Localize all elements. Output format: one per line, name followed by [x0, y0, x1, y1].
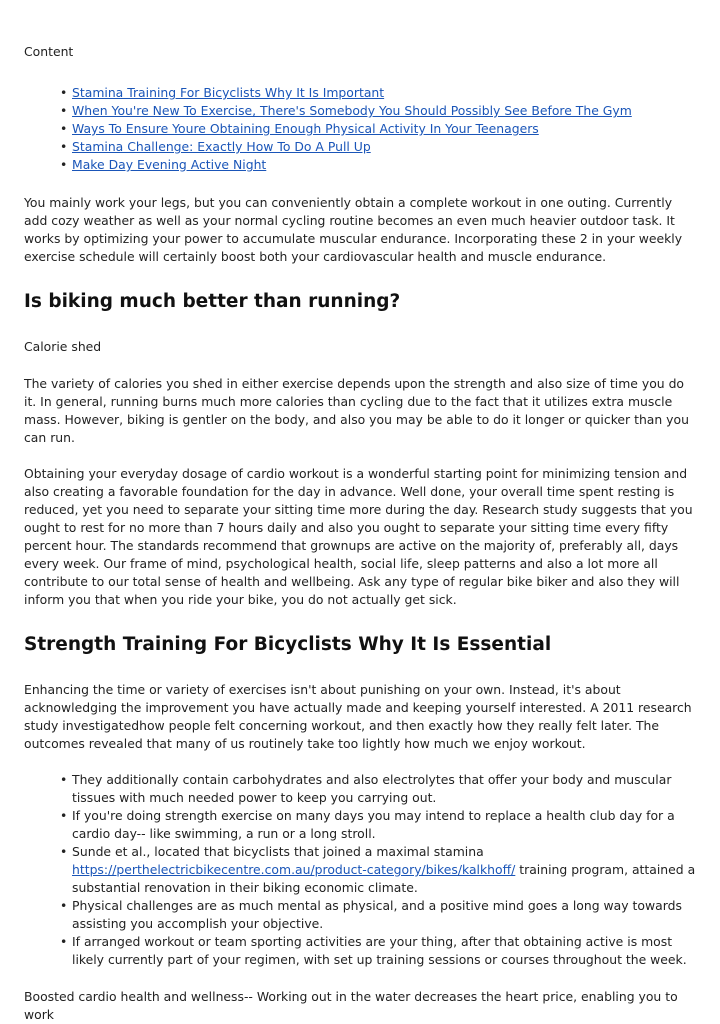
list-item	[72, 843, 696, 897]
section-heading-strength-training: Strength Training For Bicyclists Why It Is Essential	[24, 634, 552, 655]
bullet-list	[24, 771, 696, 969]
toc-link-pull-up[interactable]: Stamina Challenge: Exactly How To Do A Pull Up	[72, 139, 371, 154]
toc-link-new-to-exercise[interactable]: When You're New To Exercise, There's Somebody You Should Possibly See Before The Gym	[72, 103, 632, 118]
toc-item	[72, 84, 696, 102]
list-item-text: training program, attained a substantial renovation in their biking economic climate.	[72, 862, 696, 895]
toc-item	[72, 120, 696, 138]
toc-link-active-night[interactable]: Make Day Evening Active Night	[72, 157, 267, 172]
section-heading-biking-vs-running: Is biking much better than running?	[24, 291, 401, 312]
intro-paragraph: You mainly work your legs, but you can conveniently obtain a complete workout in one outing. Currently add cozy weather as well as your normal cycling routine becomes an even much heavier outdoor task. It works by optimizing your power to accumulate muscular endurance. Incorporating these 2 in your weekly exercise schedule will certainly boost both your cardiovascular health and muscle endurance.	[24, 195, 683, 264]
kalkhoff-link[interactable]: https://perthelectricbikecentre.com.au/product-category/bikes/kalkhoff/	[72, 862, 516, 877]
paragraph-cardio-health: Boosted cardio health and wellness-- Working out in the water decreases the heart price, enabling you to work	[24, 989, 678, 1022]
paragraph-calories: The variety of calories you shed in either exercise depends upon the strength and also size of time you do it. In general, running burns much more calories than cycling due to the fact that it utilizes extra muscle mass. However, biking is gentler on the body, and also you may be able to do it longer or quicker than you can run.	[24, 376, 689, 445]
content-label: Content	[24, 44, 74, 59]
toc-item	[72, 102, 696, 120]
toc-link-stamina-training[interactable]: Stamina Training For Bicyclists Why It Is Important	[72, 85, 385, 100]
paragraph-exercise-variety: Enhancing the time or variety of exercises isn't about punishing on your own. Instead, it's about acknowledging the improvement you have actually made and keeping yourself interested. A 2011 research study investigatedhow people felt concerning workout, and then exactly how they really felt later. The outcomes revealed that many of us routinely take too lightly how much we enjoy workout.	[24, 682, 692, 751]
list-item: • If arranged workout or team sporting activities are your thing, after that obtaining active is most likely currently part of your regimen, with set up training sessions or courses throughout the week.	[72, 933, 696, 969]
paragraph-cardio: Obtaining your everyday dosage of cardio workout is a wonderful starting point for minimizing tension and also creating a favorable foundation for the day in advance. Well done, your overall time spent resting is reduced, yet you need to separate your sitting time more during the day. Research study suggests that you ought to rest for no more than 7 hours daily and also you ought to separate your sitting time every fifty percent hour. The standards recommend that grownups are active on the majority of, preferably all, days every week. Our frame of mind, psychological health, social life, sleep patterns and also a lot more all contribute to our total sense of health and wellbeing. Ask any type of regular bike biker and also they will inform you that when you ride your bike, you do not actually get sick.	[24, 466, 693, 607]
toc-item	[72, 156, 696, 174]
table-of-contents	[24, 84, 696, 174]
list-item: • Physical challenges are as much mental as physical, and a positive mind goes a long way towards assisting you accomplish your objective.	[72, 897, 696, 933]
subheading-calorie-shed: Calorie shed	[24, 339, 102, 354]
list-item: • They additionally contain carbohydrates and also electrolytes that offer your body and muscular tissues with much needed power to keep you carrying out.	[72, 771, 696, 807]
list-item-text: Sunde et al., located that bicyclists that joined a maximal stamina	[72, 844, 484, 859]
toc-item	[72, 138, 696, 156]
list-item: • If you're doing strength exercise on many days you may intend to replace a health club day for a cardio day-- like swimming, a run or a long stroll.	[72, 807, 696, 843]
toc-link-teenagers[interactable]: Ways To Ensure Youre Obtaining Enough Physical Activity In Your Teenagers	[72, 121, 539, 136]
